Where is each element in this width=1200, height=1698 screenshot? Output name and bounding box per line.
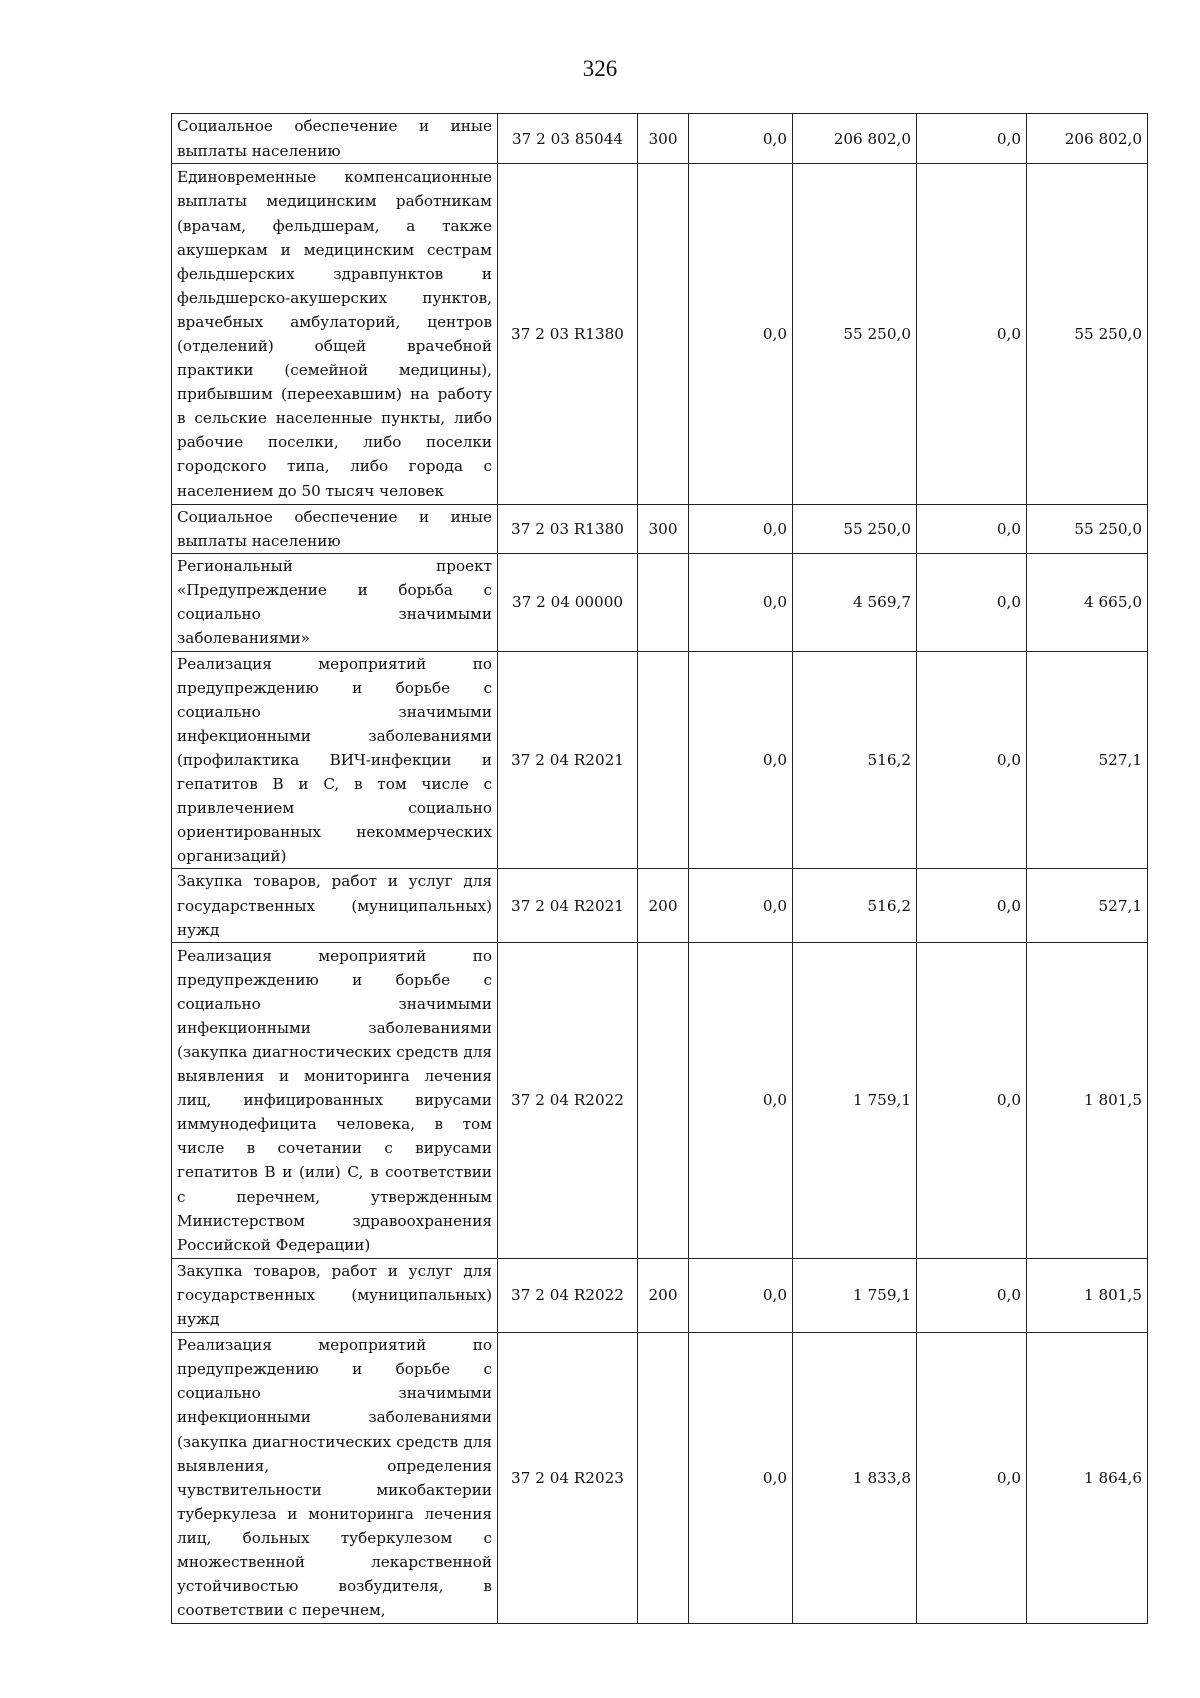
value-cell: 4 665,0 (1027, 554, 1148, 651)
expense-type: 200 (638, 1258, 689, 1332)
value-cell: 0,0 (917, 554, 1027, 651)
expense-type (638, 554, 689, 651)
value-cell: 0,0 (917, 164, 1027, 505)
value-cell: 206 802,0 (793, 114, 917, 164)
expense-type: 300 (638, 114, 689, 164)
value-cell: 55 250,0 (793, 505, 917, 554)
value-cell: 55 250,0 (793, 164, 917, 505)
table-row (172, 554, 1148, 651)
value-cell: 0,0 (917, 505, 1027, 554)
row-name: Социальное обеспечение и иные выплаты населению (172, 114, 498, 164)
row-name: Региональный проект «Предупреждение и борьба с социально значимыми заболеваниями» (172, 554, 498, 651)
target-code: 37 2 04 R2022 (498, 1258, 638, 1332)
table-row (172, 942, 1148, 1258)
expense-type (638, 164, 689, 505)
value-cell: 1 759,1 (793, 1258, 917, 1332)
target-code: 37 2 04 R2021 (498, 651, 638, 869)
value-cell: 1 759,1 (793, 942, 917, 1258)
row-name: Реализация мероприятий по предупреждению и борьбе с социально значимыми инфекционными заболеваниями (закупка диагностических средств для выявления и мониторинга лечения лиц, инфицированных вирусами иммунодефицита человека, в том числе в сочетании с вирусами гепатитов B и (или) C, в соответствии с перечнем, утвержденным Министерством здравоохранения Российской Федерации) (172, 942, 498, 1258)
table-row (172, 651, 1148, 869)
expense-type: 300 (638, 505, 689, 554)
expense-type (638, 1332, 689, 1623)
row-name: Социальное обеспечение и иные выплаты населению (172, 505, 498, 554)
value-cell: 0,0 (689, 1332, 793, 1623)
table-row (172, 164, 1148, 505)
value-cell: 0,0 (689, 1258, 793, 1332)
row-name: Закупка товаров, работ и услуг для государственных (муниципальных) нужд (172, 869, 498, 942)
value-cell: 0,0 (689, 505, 793, 554)
value-cell: 0,0 (917, 651, 1027, 869)
page-number: 326 (582, 56, 618, 81)
row-name: Единовременные компенсационные выплаты медицинским работникам (врачам, фельдшерам, а также акушеркам и медицинским сестрам фельдшерских здравпунктов и фельдшерско-акушерских пунктов, врачебных амбулаторий, центров (отделений) общей врачебной практики (семейной медицины), прибывшим (переехавшим) на работу в сельские населенные пункты, либо рабочие поселки, либо поселки городского типа, либо города с населением до 50 тысяч человек (172, 164, 498, 505)
expense-type (638, 651, 689, 869)
target-code: 37 2 04 R2023 (498, 1332, 638, 1623)
value-cell: 0,0 (917, 869, 1027, 942)
expense-type: 200 (638, 869, 689, 942)
row-name: Реализация мероприятий по предупреждению и борьбе с социально значимыми инфекционными заболеваниями (закупка диагностических средств для выявления, определения чувствительности микобактерии туберкулеза и мониторинга лечения лиц, больных туберкулезом с множественной лекарственной устойчивостью возбудителя, в соответствии с перечнем, (172, 1332, 498, 1623)
row-name: Реализация мероприятий по предупреждению и борьбе с социально значимыми инфекционными заболеваниями (профилактика ВИЧ-инфекции и гепатитов B и C, в том числе с привлечением социально ориентированных некоммерческих организаций) (172, 651, 498, 869)
value-cell: 0,0 (689, 554, 793, 651)
table-row (172, 869, 1148, 942)
value-cell: 0,0 (689, 164, 793, 505)
target-code: 37 2 04 00000 (498, 554, 638, 651)
target-code: 37 2 04 R2022 (498, 942, 638, 1258)
value-cell: 0,0 (917, 1332, 1027, 1623)
target-code: 37 2 04 R2021 (498, 869, 638, 942)
value-cell: 206 802,0 (1027, 114, 1148, 164)
value-cell: 0,0 (689, 114, 793, 164)
target-code: 37 2 03 R1380 (498, 505, 638, 554)
value-cell: 1 801,5 (1027, 1258, 1148, 1332)
value-cell: 0,0 (917, 942, 1027, 1258)
value-cell: 1 833,8 (793, 1332, 917, 1623)
value-cell: 0,0 (689, 651, 793, 869)
value-cell: 527,1 (1027, 651, 1148, 869)
table-row (172, 505, 1148, 554)
target-code: 37 2 03 85044 (498, 114, 638, 164)
value-cell: 527,1 (1027, 869, 1148, 942)
value-cell: 55 250,0 (1027, 505, 1148, 554)
budget-table (171, 113, 1148, 1624)
value-cell: 0,0 (689, 869, 793, 942)
value-cell: 1 864,6 (1027, 1332, 1148, 1623)
value-cell: 516,2 (793, 651, 917, 869)
value-cell: 516,2 (793, 869, 917, 942)
target-code: 37 2 03 R1380 (498, 164, 638, 505)
expense-type (638, 942, 689, 1258)
table-row (172, 1332, 1148, 1623)
table-row (172, 114, 1148, 164)
value-cell: 55 250,0 (1027, 164, 1148, 505)
value-cell: 0,0 (689, 942, 793, 1258)
row-name: Закупка товаров, работ и услуг для государственных (муниципальных) нужд (172, 1258, 498, 1332)
value-cell: 1 801,5 (1027, 942, 1148, 1258)
value-cell: 0,0 (917, 114, 1027, 164)
value-cell: 0,0 (917, 1258, 1027, 1332)
table-row (172, 1258, 1148, 1332)
value-cell: 4 569,7 (793, 554, 917, 651)
